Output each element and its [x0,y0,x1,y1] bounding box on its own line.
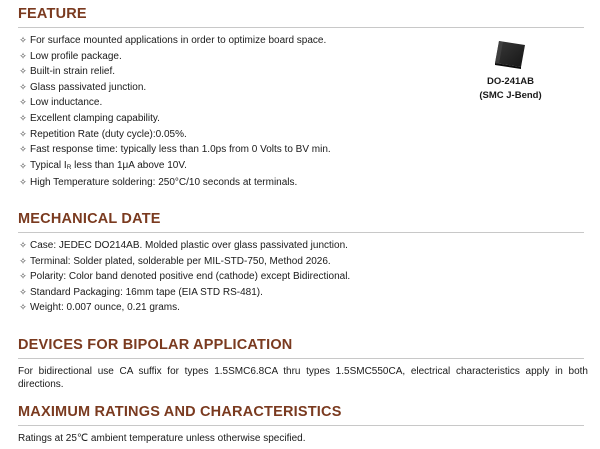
diamond-bullet-icon: ✧ [19,271,27,282]
list-item: ✧ Low inductance. [18,95,588,111]
diamond-bullet-icon: ✧ [19,286,27,297]
list-item: ✧ Fast response time: typically less than 1.0ps from 0 Volts to BV min. [18,142,588,158]
package-name: DO-241AB [487,76,534,87]
list-item: ✧ For surface mounted applications in order to optimize board space. [18,33,588,49]
diamond-bullet-icon: ✧ [19,112,27,123]
diamond-bullet-icon: ✧ [19,160,27,171]
list-item: ✧ Glass passivated junction. [18,80,588,96]
list-item: ✧ Terminal: Solder plated, solderable per MIL-STD-750, Method 2026. [18,254,588,270]
list-item: ✧ Standard Packaging: 16mm tape (EIA STD RS-481). [18,285,588,301]
diamond-bullet-icon: ✧ [19,81,27,92]
list-item: ✧ Weight: 0.007 ounce, 0.21 grams. [18,300,588,316]
bipolar-heading: DEVICES FOR BIPOLAR APPLICATION [18,337,293,353]
mechanical-divider [18,232,584,233]
feature-divider [18,27,584,28]
bipolar-text: For bidirectional use CA suffix for types 1.5SMC6.8CA thru types 1.5SMC550CA, electrical characteristics apply in both directions. [18,366,588,390]
list-item: ✧ Built-in strain relief. [18,64,588,80]
list-item: ✧ Typical IR less than 1μA above 10V. [18,158,588,176]
smc-package-image [481,35,541,75]
package-figure [463,35,558,103]
ratings-section [18,403,588,445]
list-item: ✧ Low profile package. [18,49,588,65]
diamond-bullet-icon: ✧ [19,97,27,108]
mechanical-list [18,238,588,316]
list-item: ✧ High Temperature soldering: 250°C/10 seconds at terminals. [18,175,588,191]
ratings-text: Ratings at 25℃ ambient temperature unless otherwise specified. [18,433,306,444]
bipolar-divider [18,358,584,359]
list-item: ✧ Polarity: Color band denoted positive end (cathode) except Bidirectional. [18,269,588,285]
diamond-bullet-icon: ✧ [19,144,27,155]
list-item: ✧ Excellent clamping capability. [18,111,588,127]
ratings-heading: MAXIMUM RATINGS AND CHARACTERISTICS [18,404,342,420]
diamond-bullet-icon: ✧ [19,240,27,250]
diamond-bullet-icon: ✧ [19,50,27,61]
ratings-divider [18,425,584,426]
diamond-bullet-icon: ✧ [19,128,27,139]
diamond-bullet-icon: ✧ [19,35,27,45]
package-subname: (SMC J-Bend) [479,90,542,101]
diamond-bullet-icon: ✧ [19,177,27,188]
diamond-bullet-icon: ✧ [19,255,27,266]
mechanical-section [18,210,588,316]
mechanical-heading: MECHANICAL DATE [18,211,161,227]
bipolar-section [18,336,588,391]
diamond-bullet-icon: ✧ [19,66,27,77]
list-item: ✧ Case: JEDEC DO214AB. Molded plastic over glass passivated junction. [18,238,588,254]
feature-heading: FEATURE [18,6,87,22]
diamond-bullet-icon: ✧ [19,302,27,313]
list-item: ✧ Repetition Rate (duty cycle):0.05%. [18,127,588,143]
